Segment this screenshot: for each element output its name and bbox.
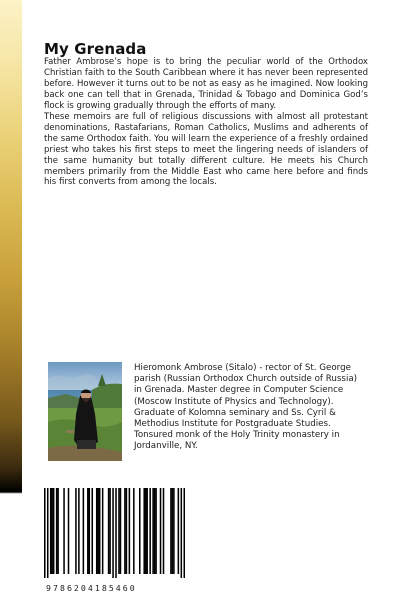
barcode-bar <box>112 488 114 578</box>
description-paragraph-2: These memoirs are full of religious discussions with almost all protestant denominations, Rastafarians, Roman Catholics, Muslims and adherents of the same Orthodox faith. You will learn the experience of a freshly ordained priest who takes his first steps to meet the lingering needs of islanders of the same humanity but totally different culture. He meets his Church members primarily from the Middle East who came here before and finds his first converts from among the locals. <box>44 111 368 188</box>
barcode-bar <box>57 488 59 574</box>
barcode-bar <box>44 488 46 578</box>
barcode-bar <box>75 488 77 574</box>
book-title: My Grenada <box>44 40 147 58</box>
barcode-bar <box>78 488 80 574</box>
barcode-bar <box>139 488 141 574</box>
isbn-number: 9786204185460 <box>46 583 137 593</box>
barcode-bar <box>118 488 120 574</box>
barcode-bar <box>96 488 98 574</box>
barcode-bar <box>129 488 131 574</box>
barcode-bar <box>91 488 93 574</box>
barcode-bar <box>160 488 162 574</box>
barcode-bar <box>181 488 183 578</box>
barcode-bar <box>102 488 104 574</box>
barcode-bar <box>99 488 101 574</box>
barcode-bar <box>145 488 147 574</box>
barcode-bar <box>149 488 151 574</box>
barcode-bar <box>173 488 175 574</box>
barcode-bar <box>124 488 126 574</box>
barcode-bar <box>83 488 85 574</box>
author-photo <box>48 362 122 461</box>
barcode-bar <box>172 488 174 574</box>
barcode-bar <box>47 488 49 578</box>
barcode-bar <box>143 488 145 574</box>
barcode-bar <box>154 488 156 574</box>
barcode-bar <box>178 488 180 574</box>
barcode-bar <box>63 488 65 574</box>
description-paragraph-1: Father Ambrose’s hope is to bring the peculiar world of the Orthodox Christian faith to the South Caribbean where it has never been represented before. However it turns out to be not as easy as he imagined. Now looking back one can tell that in Grenada, Trinidad & Tobago and Dominica God’s flock is growing gradually through the efforts of many. <box>44 57 368 111</box>
barcode-bar <box>120 488 122 574</box>
barcode-bar <box>184 488 185 578</box>
barcode-bar <box>89 488 91 574</box>
barcode-bar <box>152 488 154 574</box>
barcode-bar <box>155 488 157 574</box>
barcode-bar <box>115 488 117 578</box>
barcode-bar <box>53 488 55 574</box>
barcode-bar <box>87 488 89 574</box>
author-bio: Hieromonk Ambrose (Sitalo) - rector of St. George parish (Russian Orthodox Church outside of Russia) in Grenada. Master degree in Computer Science (Moscow Institute of Physics and Technology). Graduate of Kolomna seminary and Ss. Cyril & Methodius Institute for Postgraduate Studies. Tonsured monk of the Holy Trinity monastery in Jordanville, NY. <box>134 363 358 452</box>
barcode-bar <box>163 488 165 574</box>
barcode-bar <box>68 488 70 574</box>
barcode-bar <box>97 488 99 574</box>
decorative-side-band <box>0 0 22 600</box>
book-description <box>44 57 368 188</box>
barcode-bar <box>108 488 110 574</box>
barcode-bar <box>109 488 111 574</box>
barcode-bar <box>51 488 53 574</box>
barcode-bar <box>56 488 58 574</box>
barcode-bar <box>146 488 148 574</box>
barcode-bar <box>170 488 172 574</box>
barcode-bar <box>50 488 52 574</box>
isbn-barcode <box>44 488 185 578</box>
barcode-bar <box>126 488 128 574</box>
barcode-bar <box>133 488 135 574</box>
